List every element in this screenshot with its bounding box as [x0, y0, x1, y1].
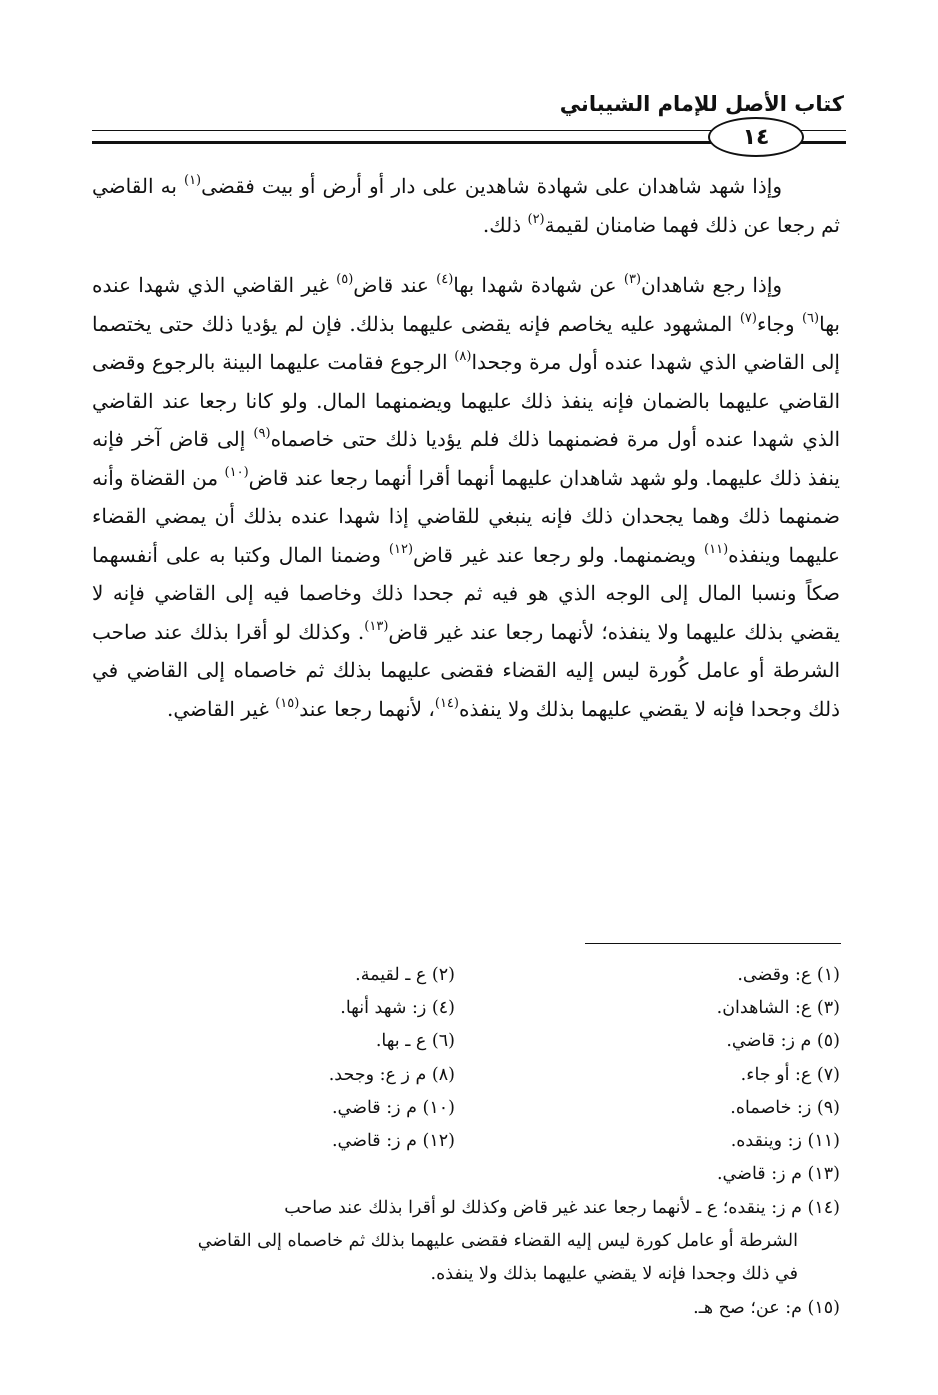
footnote-ref-4: (٤): [436, 272, 454, 287]
footnote-5: (٥) م ز: قاضي.: [726, 1031, 840, 1052]
footnote-14-line-1: (١٤) م ز: ينقده؛ ع ـ لأنهما رجعا عند غير قاض وكذلك لو أقرا بذلك عند صاحب: [284, 1198, 840, 1218]
footnote-4: (٤) ز: شهد أنها.: [340, 998, 455, 1019]
text-run: عند قاض: [353, 273, 437, 297]
footnote-ref-3: (٣): [623, 272, 642, 287]
running-title: كتاب الأصل للإمام الشيباني: [559, 92, 844, 116]
footnote-ref-13: (١٣): [364, 618, 389, 634]
footnote-ref-5: (٥): [336, 272, 354, 287]
text-run: المشهود عليه يخاصم فإنه يقضى عليهما بذلك. فإن لم يؤديا ذلك حتى يختصما إلى القاضي الذي شهدا عنده أول مرة وجحدا: [92, 311, 840, 374]
footnote-empty: [90, 1158, 455, 1191]
paragraph-1: [92, 167, 840, 244]
footnote-8: (٨) م ز ع: وجحد.: [328, 1064, 455, 1085]
text-run: . وكذلك لو أقرا بذلك عند صاحب الشرطة أو عامل كُورة ليس إليه القضاء فقضى عليهما بذلك ثم خاصماه إلى القاضي في ذلك وجحدا فإنه لا يقضي عليهما بذلك ولا ينفذه: [92, 619, 840, 721]
footnote-9: (٩) ز: خاصماه.: [730, 1097, 840, 1118]
text-run: ويضمنهما. ولو رجعا عند غير قاض: [413, 542, 705, 567]
text-run: إلى قاض آخر فإنه ينفذ ذلك عليهما. ولو شهد شاهدان عليهما أنهما أقرا أنهما رجعا عند قاض: [92, 427, 840, 490]
text-run: وإذا شهد شاهدان على شهادة شاهدين على دار أو أرض أو بيت فقضى: [201, 174, 782, 198]
footnote-10: (١٠) م ز: قاضي.: [331, 1097, 455, 1118]
footnote-ref-8: (٨): [454, 349, 472, 364]
footnote-13: (١٣) م ز: قاضي.: [716, 1164, 840, 1185]
footnote-ref-2: (٢): [527, 211, 545, 227]
text-run: من القضاة وأنه ضمنهما ذلك وهما يجحدان ذلك فإنه ينبغي للقاضي إذا شهدا عنده بذلك أن يمضي القضاء عليهما وينفذه: [92, 465, 840, 567]
text-run: غير القاضي الذي شهدا عنده بها: [92, 273, 840, 336]
footnote-ref-15: (١٥): [275, 695, 300, 711]
footnote-separator: [585, 943, 841, 944]
text-run: وضمنا المال وكتبا به على أنفسهما صكاً ونسبا المال إلى الوجه الذي هو فيه ثم جحدا ذلك وخاصما فيه إلى القاضي فإنه لا يقضي بذلك عليهما ولا ينفذه؛ لأنهما رجعا عند غير قاض: [92, 542, 840, 644]
footnote-ref-1: (١): [183, 173, 202, 188]
footnote-14-line-2: الشرطة أو عامل كورة ليس إليه القضاء فقضى عليهما بذلك ثم خاصماه إلى القاضي: [197, 1231, 798, 1252]
footnote-15: (١٥) م: عن؛ صح هـ.: [693, 1297, 840, 1318]
footnote-2: (٢) ع ـ لقيمة.: [355, 965, 455, 985]
page-number: ١٤: [742, 124, 770, 150]
text-run: ، لأنهما رجعا عند: [299, 696, 435, 721]
footnote-11: (١١) ز: وينقده.: [730, 1131, 840, 1152]
footnote-14: [90, 1192, 840, 1292]
text-run: عن شهادة شهدا بها: [453, 273, 624, 297]
footnote-1: (١) ع: وقضى.: [737, 965, 840, 985]
paragraph-2: [92, 266, 840, 728]
footnote-ref-10: (١٠): [224, 464, 249, 480]
footnote-ref-14: (١٤): [434, 695, 459, 711]
footnote-ref-9: (٩): [253, 426, 271, 441]
footnote-ref-6: (٦): [801, 310, 820, 326]
footnote-ref-12: (١٢): [388, 541, 414, 557]
footnote-6: (٦) ع ـ بها.: [375, 1031, 455, 1052]
text-run: وجاء: [756, 311, 802, 336]
footnote-7: (٧) ع: أو جاء.: [740, 1064, 840, 1085]
text-run: ذلك.: [482, 212, 528, 237]
footnote-ref-11: (١١): [704, 541, 729, 557]
text-run: وإذا رجع شاهدان: [641, 273, 783, 297]
text-run: غير القاضي.: [167, 696, 276, 721]
footnote-3: (٣) ع: الشاهدان.: [716, 998, 840, 1019]
main-text: [92, 167, 840, 728]
footnote-12: (١٢) م ز: قاضي.: [331, 1131, 455, 1152]
text-run: به القاضي ثم رجعا عن ذلك فهما ضامنان لقيمة: [92, 174, 840, 237]
footnote-ref-7: (٧): [739, 310, 757, 326]
footnote-14-line-3: في ذلك وجحدا فإنه لا يقضي عليهما بذلك ولا ينفذه.: [430, 1264, 798, 1285]
footnotes-long: [90, 1192, 840, 1325]
text-run: الرجوع فقامت عليهما البينة بالرجوع وقضى القاضي عليهما بالضمان فإنه ينفذ ذلك عليهما ويضمنهما المال. ولو كانا رجعا عند القاضي الذي شهدا عنده أول مرة فضمنهما ذلك فلم يؤديا ذلك حتى خاصماه: [92, 350, 841, 451]
page-number-badge: [708, 117, 804, 157]
footnotes-grid: [90, 959, 840, 1191]
